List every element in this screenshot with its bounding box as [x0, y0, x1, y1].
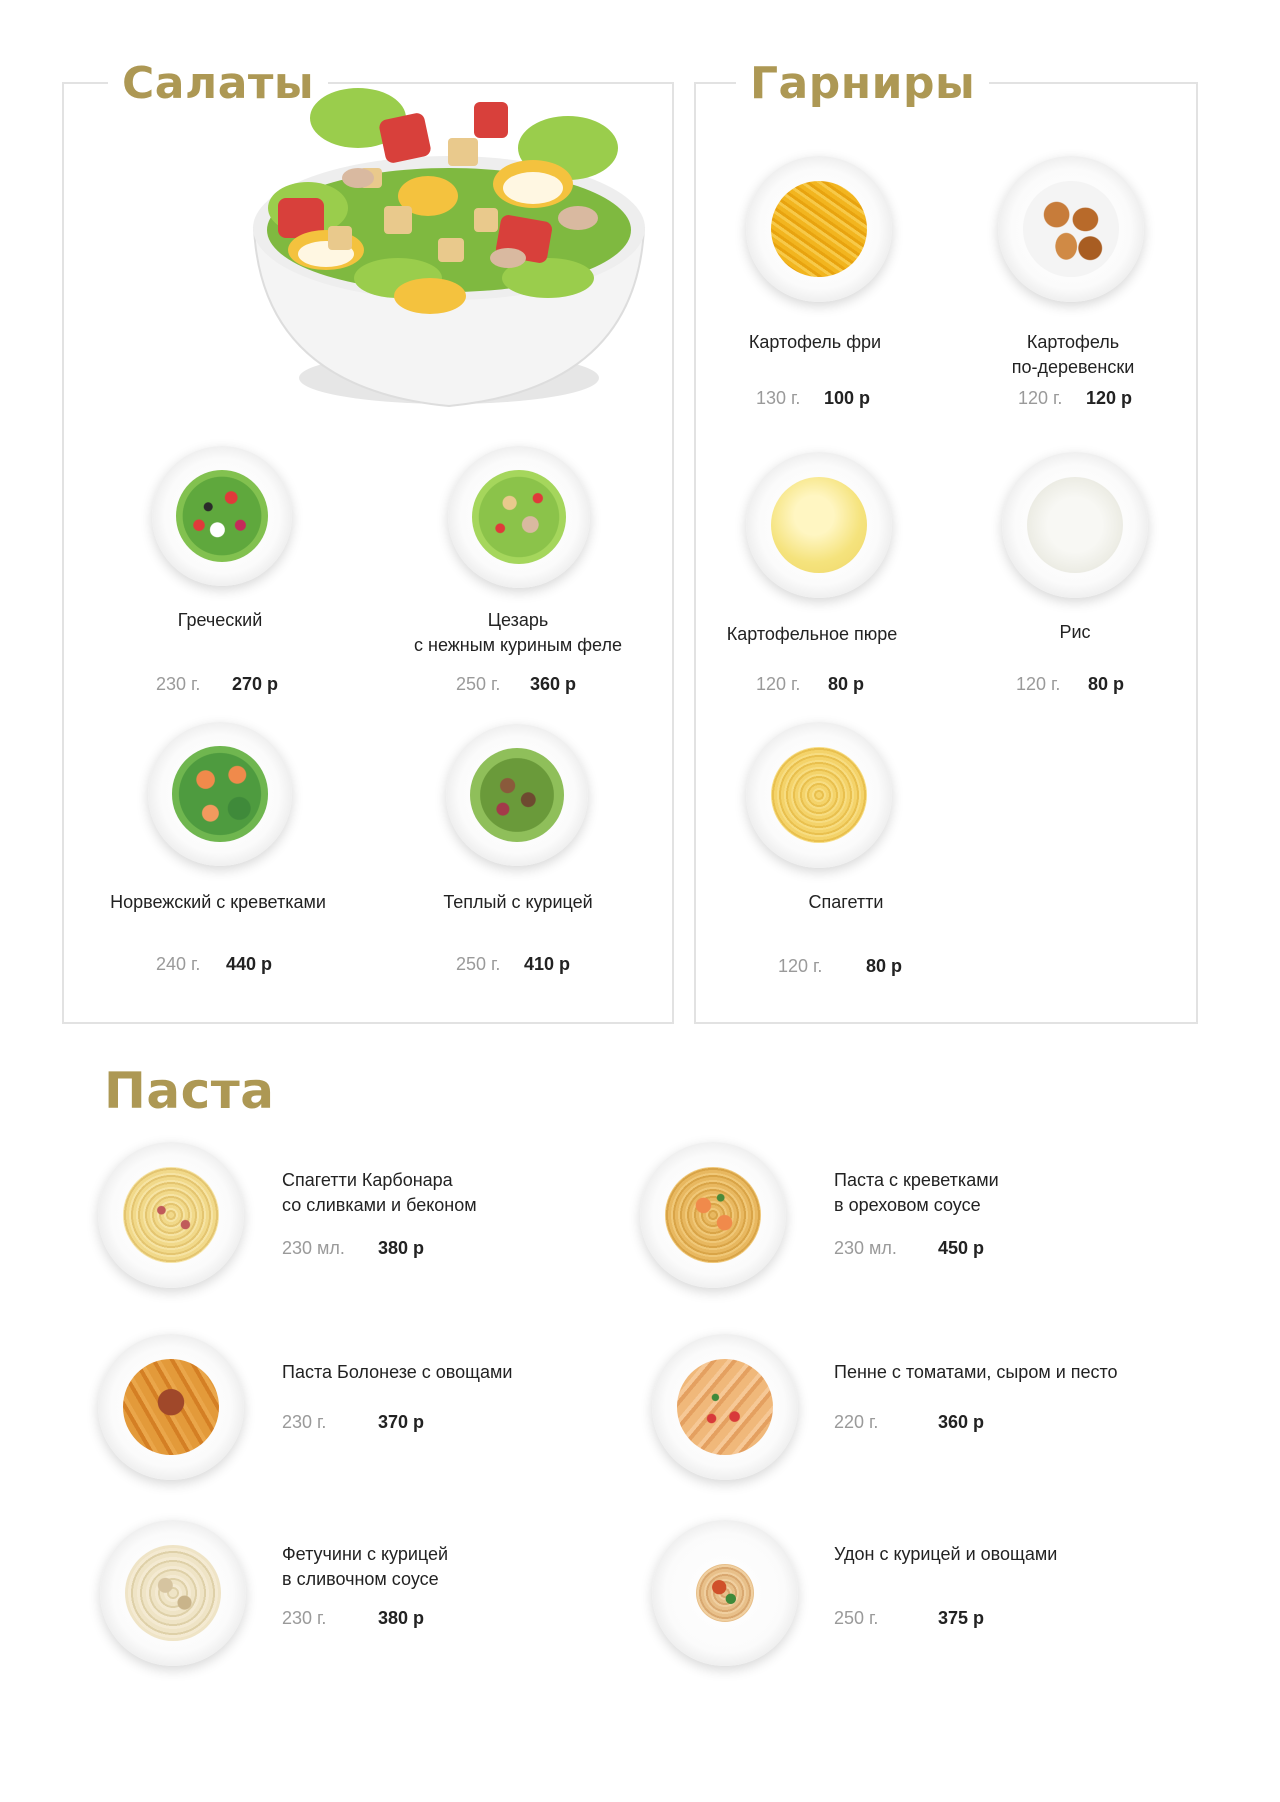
side-weight-fries: 130 г.	[756, 388, 801, 408]
salad-weight-greek: 230 г.	[156, 674, 201, 694]
pasta-weight-fettuccine: 230 г.	[282, 1608, 327, 1628]
norwegian-salad-plate-image	[148, 722, 292, 866]
pasta-name-penne: Пенне с томатами, сыром и песто	[834, 1362, 1118, 1382]
mashed-potatoes-plate-image	[746, 452, 892, 598]
side-name-spaghetti: Спагетти	[808, 892, 884, 912]
rice-plate-image	[1002, 452, 1148, 598]
pasta-weight-udon: 250 г.	[834, 1608, 879, 1628]
pasta-name-shrimp: Паста с креветками в ореховом соусе	[834, 1170, 999, 1215]
caesar-salad-plate-image	[448, 446, 590, 588]
caesar-salad-bowl-image	[248, 88, 650, 418]
side-name-fries: Картофель фри	[748, 332, 882, 352]
salad-weight-caesar: 250 г.	[456, 674, 501, 694]
pasta-weight-penne: 220 г.	[834, 1412, 879, 1432]
salad-weight-norwegian: 240 г.	[156, 954, 201, 974]
side-price-mashed-potatoes: 80 р	[828, 674, 865, 694]
side-price-rice: 80 р	[1088, 674, 1125, 694]
pasta-price-shrimp: 450 р	[938, 1238, 985, 1258]
side-price-spaghetti: 80 р	[866, 956, 903, 976]
side-name-mashed-potatoes: Картофельное пюре	[726, 624, 898, 644]
salad-name-warm-chicken: Теплый с курицей	[443, 892, 593, 912]
fettuccine-plate-image	[100, 1520, 246, 1666]
salad-price-warm-chicken: 410 р	[524, 954, 571, 974]
side-name-rice: Рис	[1059, 622, 1091, 642]
pasta-price-fettuccine: 380 р	[378, 1608, 425, 1628]
salad-price-norwegian: 440 р	[226, 954, 273, 974]
pasta-weight-bolognese: 230 г.	[282, 1412, 327, 1432]
pasta-price-udon: 375 р	[938, 1608, 985, 1628]
pasta-price-carbonara: 380 р	[378, 1238, 425, 1258]
bolognese-plate-image	[98, 1334, 244, 1480]
pasta-price-bolognese: 370 р	[378, 1412, 425, 1432]
side-name-country-potatoes: Картофель по-деревенски	[1011, 332, 1135, 377]
salad-price-caesar: 360 р	[530, 674, 577, 694]
salad-weight-warm-chicken: 250 г.	[456, 954, 501, 974]
pasta-name-fettuccine: Фетучини с курицей в сливочном соусе	[282, 1544, 449, 1589]
penne-plate-image	[652, 1334, 798, 1480]
warm-chicken-salad-plate-image	[446, 724, 588, 866]
pasta-name-bolognese: Паста Болонезе с овощами	[282, 1362, 513, 1382]
salad-name-norwegian: Норвежский с креветками	[110, 892, 326, 912]
pasta-weight-shrimp: 230 мл.	[834, 1238, 897, 1258]
side-weight-spaghetti: 120 г.	[778, 956, 823, 976]
country-potatoes-plate-image	[998, 156, 1144, 302]
salad-name-caesar: Цезарь с нежным куриным феле	[414, 610, 622, 655]
udon-plate-image	[652, 1520, 798, 1666]
side-weight-rice: 120 г.	[1016, 674, 1061, 694]
sides-title: Гарниры	[736, 62, 989, 106]
salad-price-greek: 270 р	[232, 674, 279, 694]
shrimp-pasta-plate-image	[640, 1142, 786, 1288]
side-price-fries: 100 р	[824, 388, 871, 408]
side-weight-mashed-potatoes: 120 г.	[756, 674, 801, 694]
spaghetti-plate-image	[746, 722, 892, 868]
salad-name-greek: Греческий	[177, 610, 263, 630]
salads-title: Салаты	[108, 62, 328, 106]
pasta-title: Паста	[104, 1062, 275, 1120]
pasta-name-carbonara: Спагетти Карбонара со сливками и беконом	[282, 1170, 477, 1215]
carbonara-plate-image	[98, 1142, 244, 1288]
side-weight-country-potatoes: 120 г.	[1018, 388, 1063, 408]
pasta-weight-carbonara: 230 мл.	[282, 1238, 345, 1258]
greek-salad-plate-image	[152, 446, 292, 586]
pasta-price-penne: 360 р	[938, 1412, 985, 1432]
pasta-name-udon: Удон с курицей и овощами	[834, 1544, 1058, 1564]
side-price-country-potatoes: 120 р	[1086, 388, 1133, 408]
fries-plate-image	[746, 156, 892, 302]
